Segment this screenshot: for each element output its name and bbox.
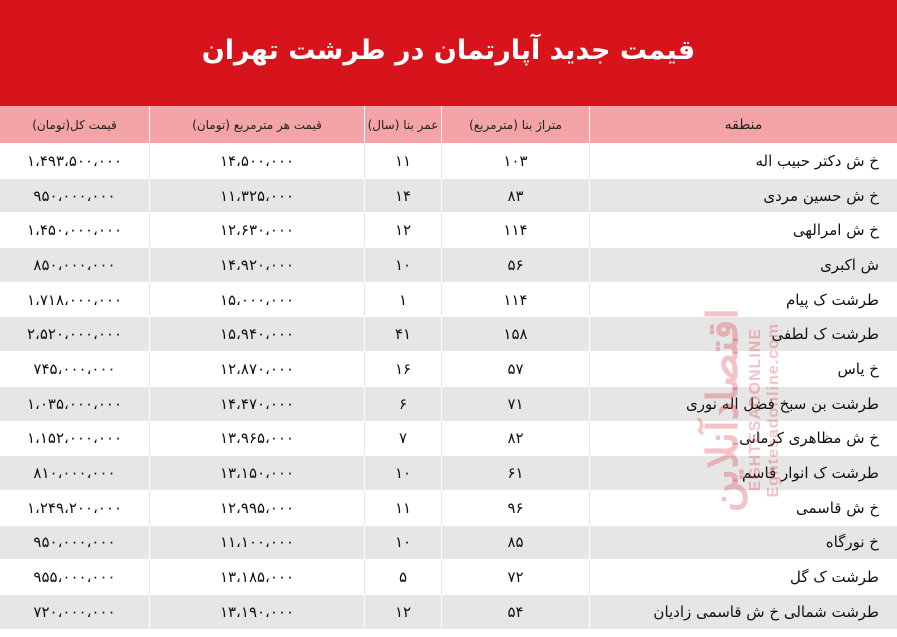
cell-price-per-m2: ۱۳،۱۸۵،۰۰۰	[150, 560, 365, 594]
cell-age: ۱۰	[365, 526, 442, 560]
cell-total: ۱،۷۱۸،۰۰۰،۰۰۰	[0, 283, 150, 317]
table-row	[0, 179, 897, 214]
cell-area: ۹۶	[442, 491, 590, 525]
cell-age: ۱۱	[365, 144, 442, 178]
cell-total: ۱،۴۹۳،۵۰۰،۰۰۰	[0, 144, 150, 178]
table-row	[0, 213, 897, 248]
cell-price-per-m2: ۱۳،۱۹۰،۰۰۰	[150, 595, 365, 629]
page-title: قیمت جدید آپارتمان در طرشت تهران	[201, 34, 696, 66]
cell-area: ۸۲	[442, 422, 590, 456]
table-row	[0, 595, 897, 630]
cell-region: خ ش مظاهری کرمانی	[739, 429, 879, 448]
table-row	[0, 526, 897, 561]
cell-age: ۱۲	[365, 213, 442, 247]
cell-price-per-m2: ۱۵،۰۰۰،۰۰۰	[150, 283, 365, 317]
watermark-url-text: Eghtesadonline.com	[764, 322, 782, 498]
column-header-area: متراژ بنا (مترمربع)	[442, 106, 590, 143]
cell-region: خ ش قاسمی	[795, 498, 879, 517]
table-row	[0, 456, 897, 491]
cell-total: ۸۵۰،۰۰۰،۰۰۰	[0, 248, 150, 282]
cell-price-per-m2: ۱۱،۱۰۰،۰۰۰	[150, 526, 365, 560]
cell-price-per-m2: ۱۳،۱۵۰،۰۰۰	[150, 456, 365, 490]
cell-age: ۴۱	[365, 317, 442, 351]
cell-region: خ ش امرالهی	[792, 221, 879, 240]
cell-region: طرشت ک پیام	[785, 290, 879, 309]
cell-price-per-m2: ۱۴،۴۷۰،۰۰۰	[150, 387, 365, 421]
cell-area: ۱۱۴	[442, 283, 590, 317]
cell-region: طرشت ک انوار قاسم	[741, 464, 879, 483]
cell-age: ۱	[365, 283, 442, 317]
table-row	[0, 422, 897, 457]
cell-total: ۱،۱۵۲،۰۰۰،۰۰۰	[0, 422, 150, 456]
cell-total: ۹۵۰،۰۰۰،۰۰۰	[0, 179, 150, 213]
cell-total: ۷۲۰،۰۰۰،۰۰۰	[0, 595, 150, 629]
cell-price-per-m2: ۱۲،۶۳۰،۰۰۰	[150, 213, 365, 247]
watermark-main-text: اقتصادآنلاین	[698, 307, 746, 513]
cell-age: ۱۶	[365, 352, 442, 386]
cell-price-per-m2: ۱۲،۹۹۵،۰۰۰	[150, 491, 365, 525]
cell-age: ۷	[365, 422, 442, 456]
cell-price-per-m2: ۱۴،۵۰۰،۰۰۰	[150, 144, 365, 178]
cell-total: ۸۱۰،۰۰۰،۰۰۰	[0, 456, 150, 490]
table-row	[0, 560, 897, 595]
cell-total: ۱،۰۳۵،۰۰۰،۰۰۰	[0, 387, 150, 421]
cell-age: ۱۱	[365, 491, 442, 525]
table-body	[0, 144, 897, 630]
cell-age: ۱۲	[365, 595, 442, 629]
watermark-sub-text: EGHTESADONLINE	[746, 328, 764, 492]
price-table	[0, 106, 897, 630]
cell-region: خ نورگاه	[825, 533, 879, 552]
table-row	[0, 283, 897, 318]
cell-area: ۱۰۳	[442, 144, 590, 178]
cell-price-per-m2: ۱۱،۳۲۵،۰۰۰	[150, 179, 365, 213]
cell-area: ۱۵۸	[442, 317, 590, 351]
cell-area: ۷۱	[442, 387, 590, 421]
column-header-age: عمر بنا (سال)	[365, 106, 442, 143]
header-banner	[0, 0, 897, 106]
table-row	[0, 248, 897, 283]
table-row	[0, 317, 897, 352]
cell-price-per-m2: ۱۲،۸۷۰،۰۰۰	[150, 352, 365, 386]
cell-total: ۹۵۰،۰۰۰،۰۰۰	[0, 526, 150, 560]
table-row	[0, 491, 897, 526]
cell-region: خ ش حسین مردی	[763, 186, 879, 205]
table-row	[0, 352, 897, 387]
cell-price-per-m2: ۱۵،۹۴۰،۰۰۰	[150, 317, 365, 351]
cell-age: ۵	[365, 560, 442, 594]
table-header-row	[0, 106, 897, 144]
cell-area: ۸۵	[442, 526, 590, 560]
cell-area: ۱۱۴	[442, 213, 590, 247]
column-header-price-per-m2: قیمت هر مترمربع (تومان)	[150, 106, 365, 143]
cell-total: ۱،۲۴۹،۲۰۰،۰۰۰	[0, 491, 150, 525]
cell-region: خ یاس	[837, 359, 879, 378]
cell-age: ۶	[365, 387, 442, 421]
cell-price-per-m2: ۱۳،۹۶۵،۰۰۰	[150, 422, 365, 456]
cell-area: ۶۱	[442, 456, 590, 490]
table-row	[0, 387, 897, 422]
cell-region: طرشت ک گل	[790, 568, 879, 587]
column-header-total: قیمت کل(تومان)	[0, 106, 150, 143]
table-row	[0, 144, 897, 179]
cell-age: ۱۴	[365, 179, 442, 213]
cell-area: ۷۲	[442, 560, 590, 594]
cell-region: طرشت شمالی خ ش قاسمی زادیان	[653, 602, 879, 621]
column-header-region: منطقه	[724, 116, 763, 133]
cell-age: ۱۰	[365, 248, 442, 282]
cell-area: ۵۷	[442, 352, 590, 386]
cell-total: ۲،۵۲۰،۰۰۰،۰۰۰	[0, 317, 150, 351]
cell-area: ۸۳	[442, 179, 590, 213]
cell-age: ۱۰	[365, 456, 442, 490]
cell-area: ۵۴	[442, 595, 590, 629]
cell-price-per-m2: ۱۴،۹۲۰،۰۰۰	[150, 248, 365, 282]
cell-region: ش اکبری	[820, 255, 879, 274]
cell-total: ۷۴۵،۰۰۰،۰۰۰	[0, 352, 150, 386]
cell-total: ۹۵۵،۰۰۰،۰۰۰	[0, 560, 150, 594]
cell-total: ۱،۴۵۰،۰۰۰،۰۰۰	[0, 213, 150, 247]
cell-region: طرشت بن سبخ فضل اله نوری	[686, 394, 879, 413]
cell-region: خ ش دکتر حبیب اله	[755, 151, 879, 170]
cell-area: ۵۶	[442, 248, 590, 282]
cell-region: طرشت ک لطفی	[771, 325, 879, 344]
